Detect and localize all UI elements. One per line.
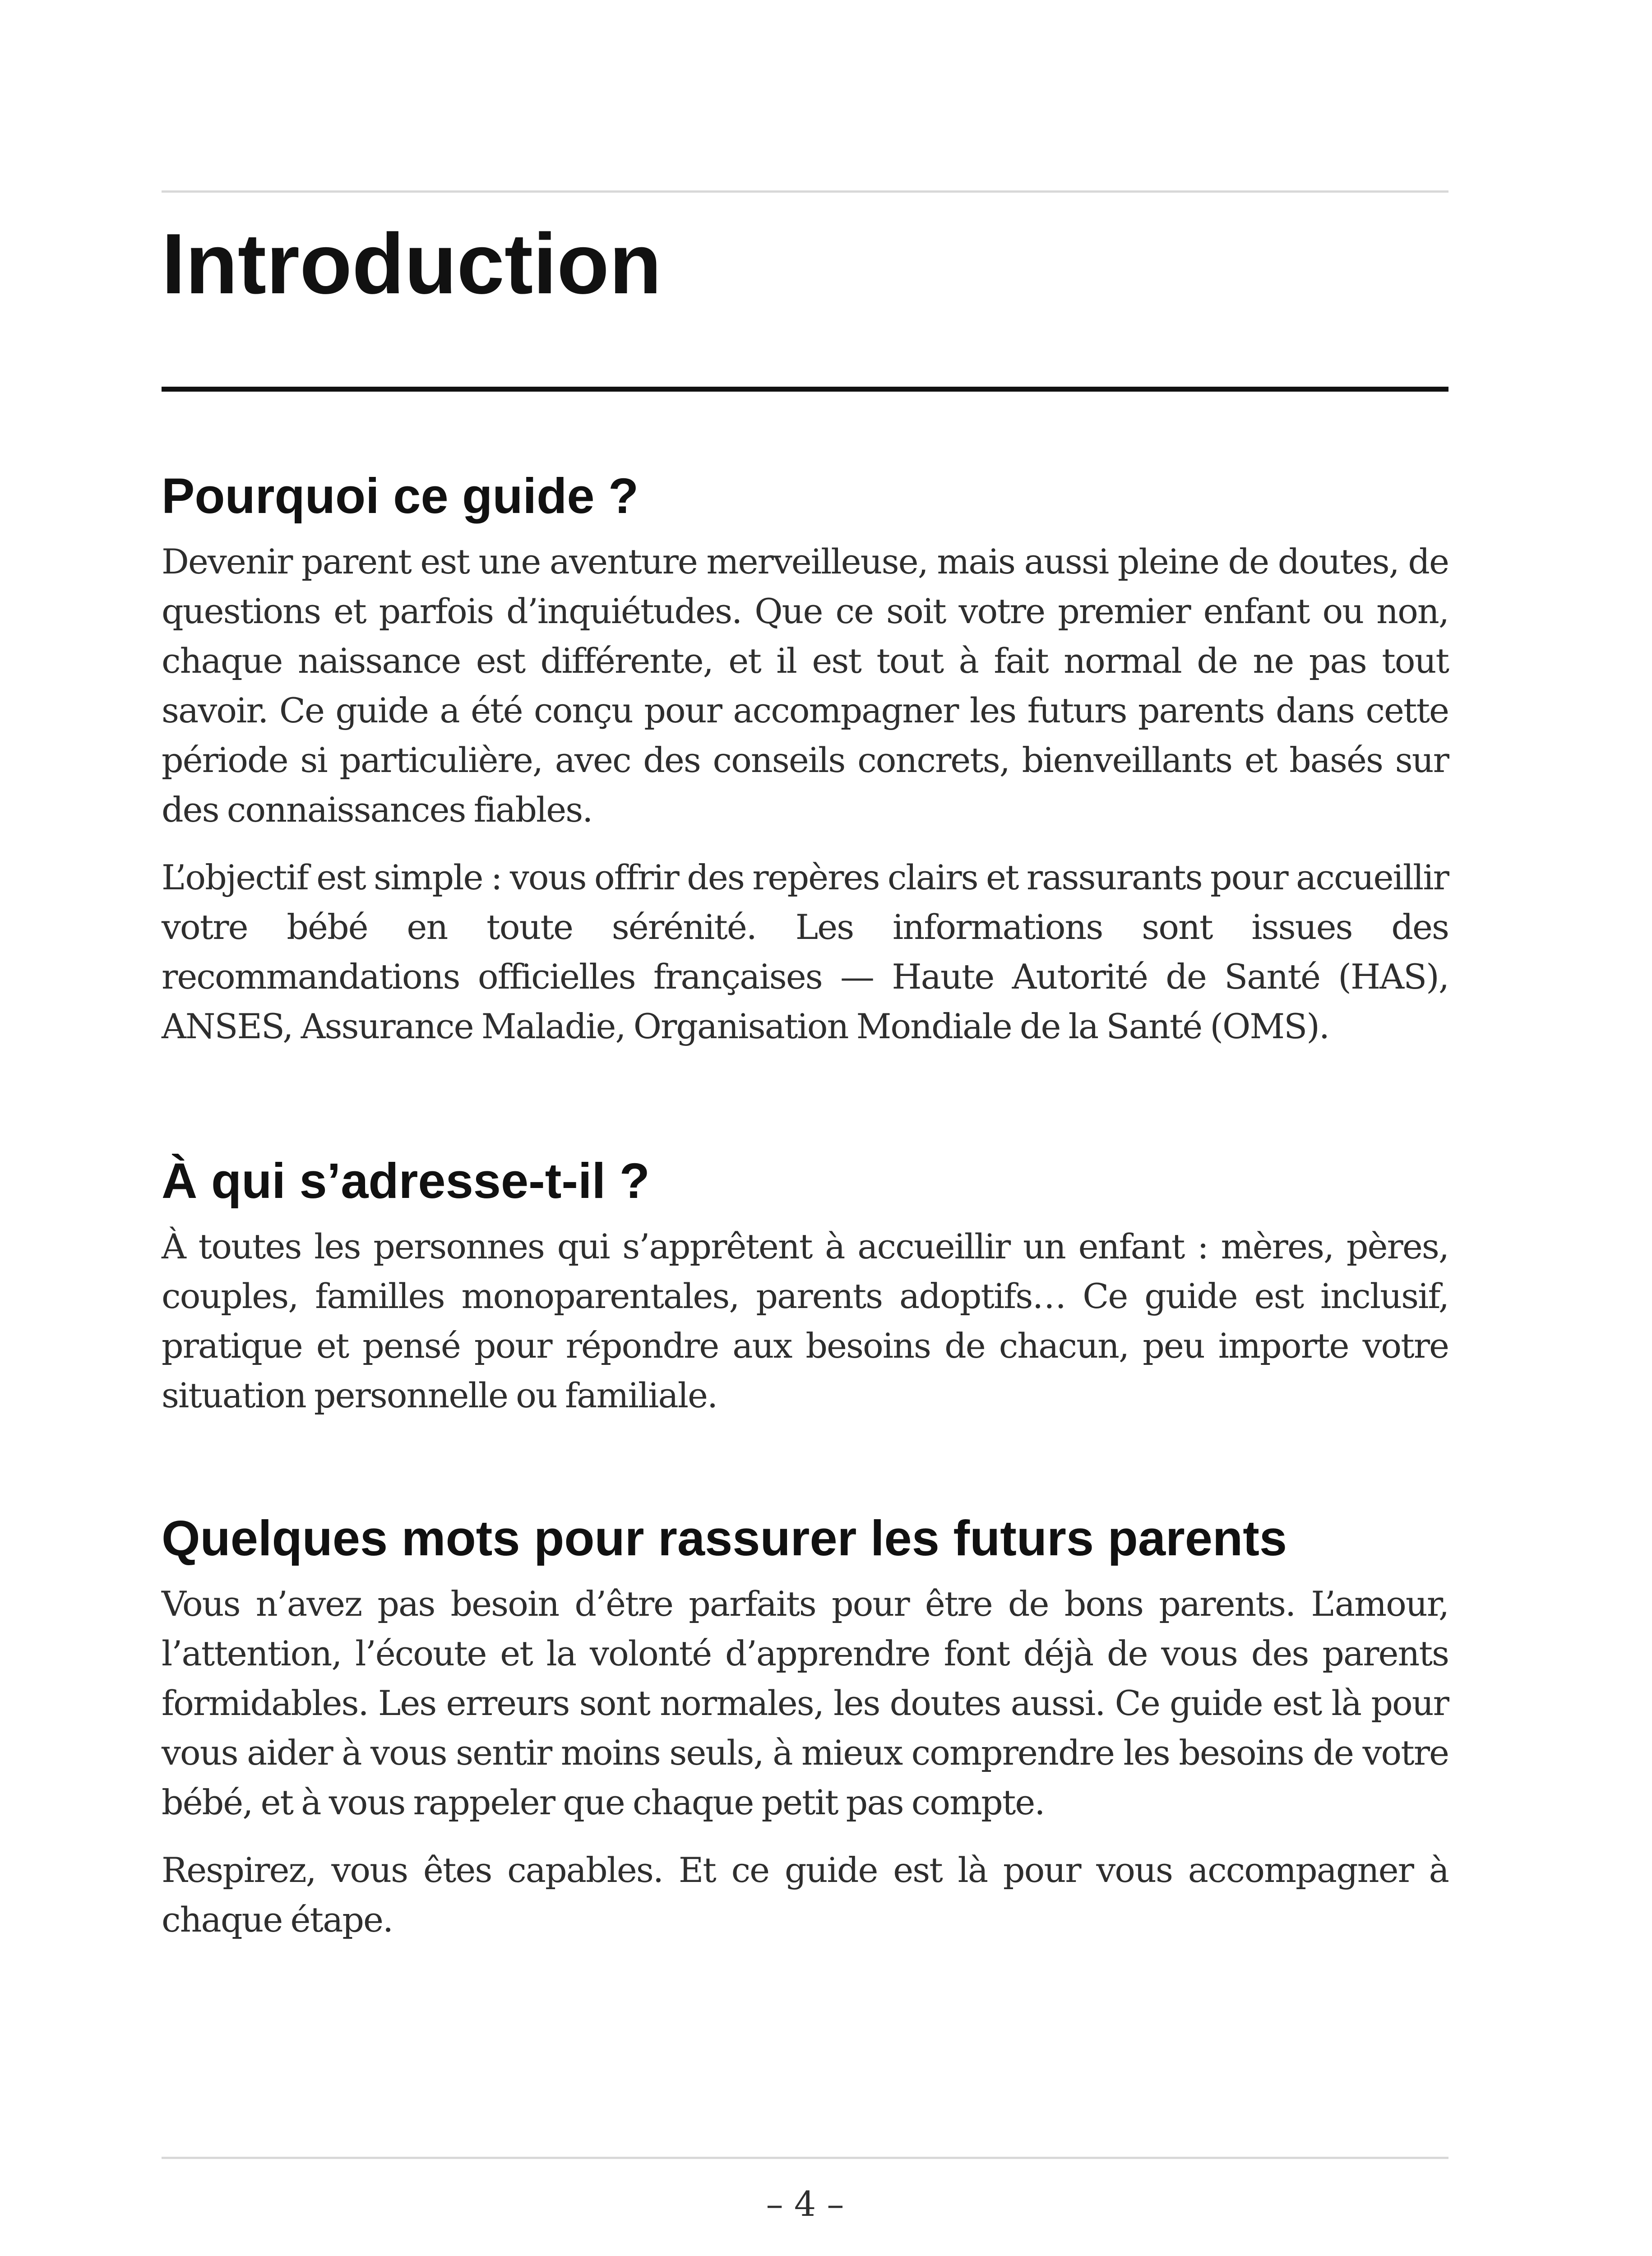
section-heading: Quelques mots pour rassurer les futurs parents [162, 1511, 1287, 1566]
section-paragraph: L’objectif est simple : vous offrir des repères clairs et rassurants pour accueillir votre bébé en toute sérénité. Les informations sont issues des recommandations officielles françaises — Haute Autorité de Santé (HAS), ANSES, Assurance Maladie, Organisation Mondiale de la Santé (OMS). [162, 857, 1448, 1046]
section-audience [162, 1145, 1448, 1438]
section-paragraph: À toutes les personnes qui s’apprêtent à accueillir un enfant : mères, pères, couples, familles monoparentales, parents adoptifs… Ce guide est inclusif, pratique et pensé pour répondre aux besoins de chacun, peu importe votre situation personnelle ou familiale. [162, 1226, 1448, 1415]
section-paragraph: Respirez, vous êtes capables. Et ce guide est là pour vous accompagner à chaque étape. [162, 1850, 1448, 1940]
top-divider [162, 190, 1448, 193]
section-paragraph: Devenir parent est une aventure merveilleuse, mais aussi pleine de doutes, de questions et parfois d’inquiétudes. Que ce soit votre premier enfant ou non, chaque naissance est différente, et il est tout à fait normal de ne pas tout savoir. Ce guide a été conçu pour accompagner les futurs parents dans cette période si particulière, avec des conseils concrets, bienveillants et basés sur des connaissances fiables. [162, 541, 1448, 830]
page-number: – 4 – [766, 2184, 844, 2224]
footer-divider [162, 2157, 1448, 2159]
chapter-title: Introduction [162, 216, 662, 312]
document-page [162, 0, 1448, 2256]
section-reassurance [162, 1502, 1448, 1963]
section-heading: À qui s’adresse-t-il ? [162, 1153, 650, 1209]
section-why-this-guide [162, 460, 1448, 1069]
section-paragraph: Vous n’avez pas besoin d’être parfaits pour être de bons parents. L’amour, l’attention, l’écoute et la volonté d’apprendre font déjà de vous des parents formidables. Les erreurs sont normales, les doutes aussi. Ce guide est là pour vous aider à vous sentir moins seuls, à mieux comprendre les besoins de votre bébé, et à vous rappeler que chaque petit pas compte. [162, 1584, 1448, 1822]
section-heading: Pourquoi ce guide ? [162, 468, 639, 524]
title-underline [162, 387, 1448, 392]
